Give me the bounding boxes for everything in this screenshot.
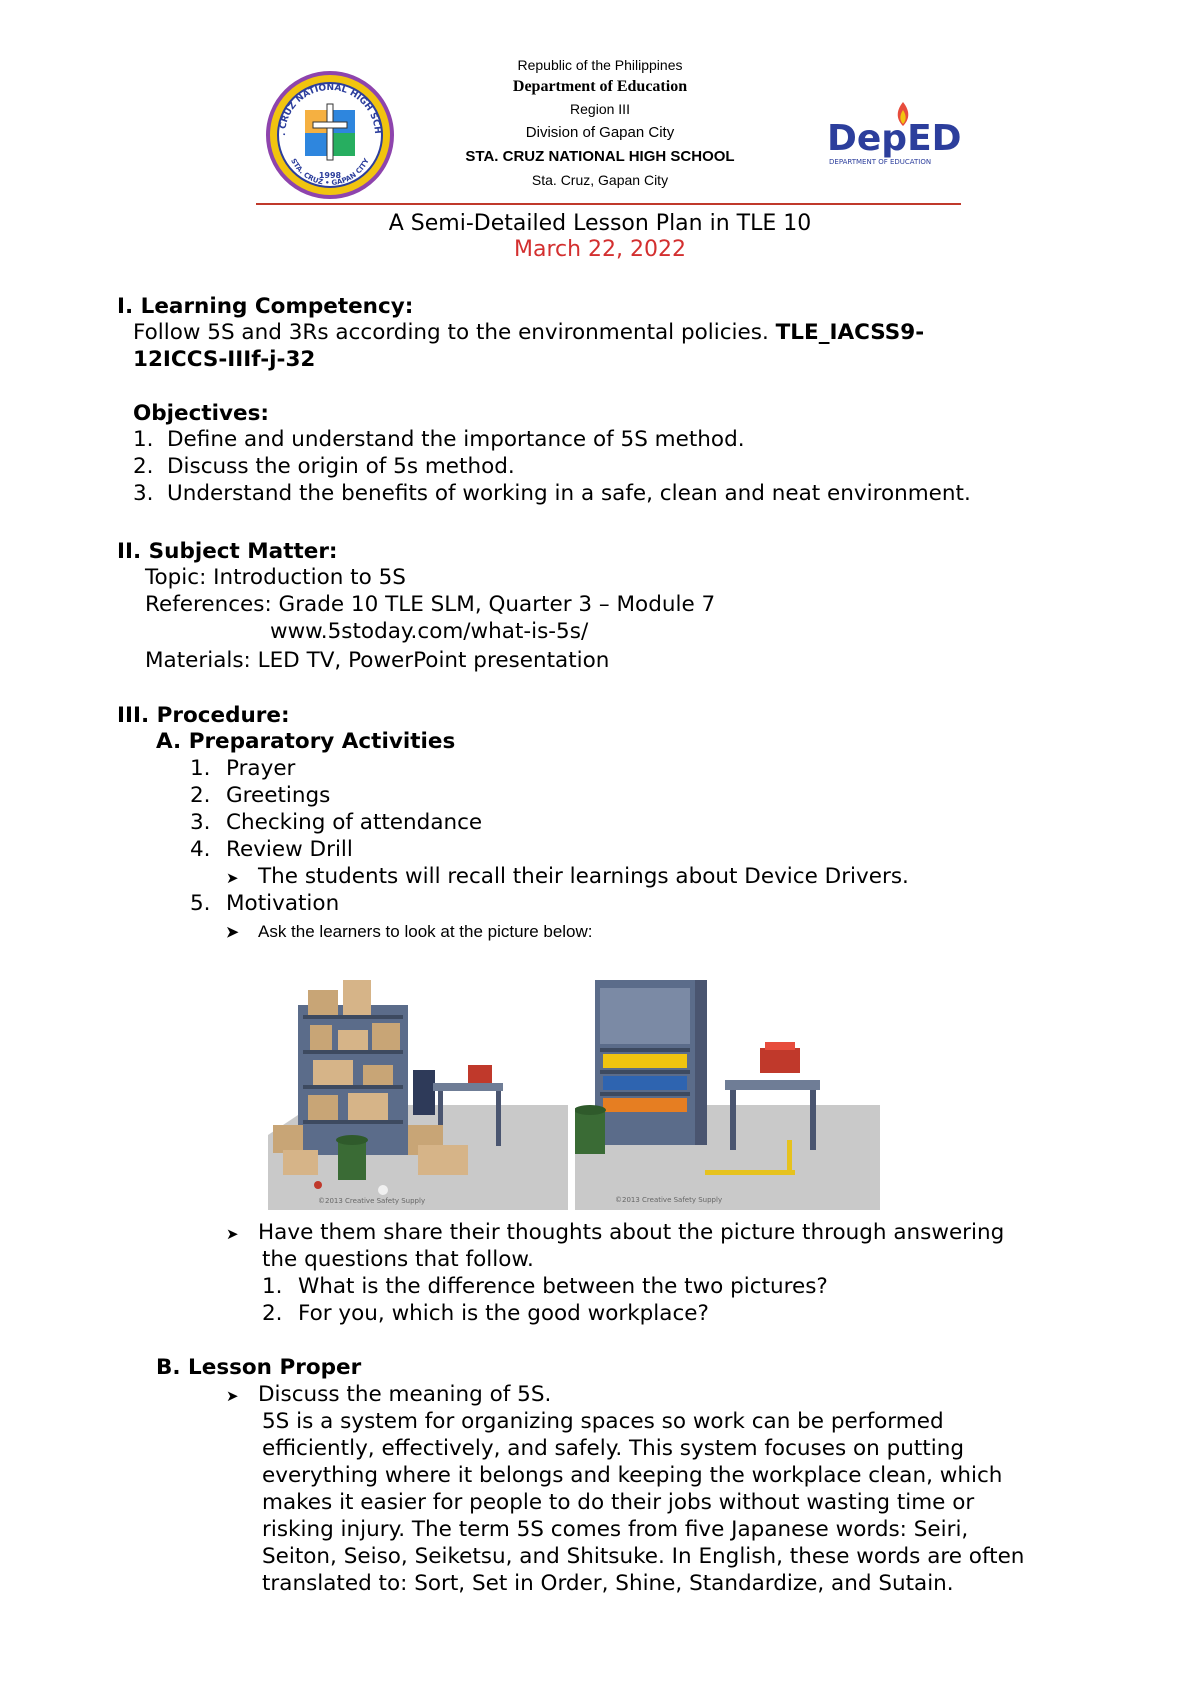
- arrow-bullet-icon: ➤: [226, 869, 239, 887]
- objective-text: Understand the benefits of working in a safe, clean and neat environment.: [167, 481, 971, 506]
- section-learning-competency-heading: I. Learning Competency:: [117, 294, 414, 319]
- section-procedure-heading: III. Procedure:: [117, 703, 290, 728]
- objective-number: 1.: [133, 427, 154, 452]
- header-department: Department of Education: [512, 78, 688, 95]
- item-text: Prayer: [226, 756, 296, 781]
- question-text: For you, which is the good workplace?: [298, 1301, 709, 1326]
- preparatory-item: [190, 755, 295, 782]
- image-credit-right: ©2013 Creative Safety Supply: [615, 1196, 723, 1204]
- question-item: [262, 1273, 828, 1300]
- subject-references: References: Grade 10 TLE SLM, Quarter 3 – Module 7: [145, 592, 716, 617]
- item-number: 2.: [190, 783, 211, 808]
- question-item: [262, 1300, 709, 1327]
- item-text: Greetings: [226, 783, 331, 808]
- question-number: 1.: [262, 1274, 283, 1299]
- lesson-proper-heading: B. Lesson Proper: [156, 1355, 362, 1380]
- share-thoughts-bullet: [226, 1219, 1004, 1248]
- lesson-paragraph-line: risking injury. The term 5S comes from five Japanese words: Seiri,: [262, 1517, 969, 1542]
- question-number: 2.: [262, 1301, 283, 1326]
- objective-text: Define and understand the importance of 5S method.: [167, 427, 745, 452]
- deped-logo-subtext: DEPARTMENT OF EDUCATION: [829, 158, 932, 166]
- deped-logo: [825, 100, 965, 170]
- item-number: 1.: [190, 756, 211, 781]
- item-text: Review Drill: [226, 837, 353, 862]
- objective-item: [133, 453, 515, 480]
- organized-workplace-image: [575, 970, 880, 1210]
- preparatory-activities-heading: A. Preparatory Activities: [156, 729, 456, 754]
- objective-number: 3.: [133, 481, 154, 506]
- objective-text: Discuss the origin of 5s method.: [167, 454, 515, 479]
- preparatory-item: [190, 782, 330, 809]
- section-subject-matter-heading: II. Subject Matter:: [117, 539, 338, 564]
- objective-item: [133, 426, 745, 453]
- image-credit-left: ©2013 Creative Safety Supply: [318, 1197, 426, 1205]
- share-thoughts-text-line1: Have them share their thoughts about the picture through answering: [258, 1220, 1005, 1245]
- messy-workplace-image: [268, 975, 568, 1210]
- header-region: Region III: [570, 101, 630, 117]
- item-number: 5.: [190, 891, 211, 916]
- seal-year: 1998: [318, 171, 342, 180]
- motivation-bullet: [226, 918, 593, 946]
- seal-location: STA. CRUZ • GAPAN CITY: [289, 157, 371, 188]
- review-drill-text: The students will recall their learnings about Device Drivers.: [258, 864, 909, 889]
- share-thoughts-text-line2: the questions that follow.: [262, 1247, 534, 1272]
- question-text: What is the difference between the two pictures?: [298, 1274, 828, 1299]
- lesson-date: March 22, 2022: [513, 237, 687, 262]
- preparatory-item: [190, 836, 353, 863]
- header-school-address: Sta. Cruz, Gapan City: [531, 172, 669, 188]
- lesson-paragraph-line: efficiently, effectively, and safely. This system focuses on putting: [262, 1436, 964, 1461]
- objective-number: 2.: [133, 454, 154, 479]
- arrow-bullet-icon: ➤: [226, 1225, 239, 1243]
- objectives-heading: Objectives:: [133, 401, 270, 426]
- competency-code-part2: 12ICCS-IIIf-j-32: [133, 347, 316, 372]
- review-drill-bullet: [226, 863, 909, 892]
- lesson-paragraph-line: Seiton, Seiso, Seiketsu, and Shitsuke. In English, these words are often: [262, 1544, 1025, 1569]
- lesson-title: A Semi-Detailed Lesson Plan in TLE 10: [388, 211, 812, 236]
- preparatory-item: [190, 809, 482, 836]
- item-number: 4.: [190, 837, 211, 862]
- arrow-bullet-icon: ➤: [226, 924, 239, 941]
- seal-text: . CRUZ NATIONAL HIGH SCH: [277, 82, 383, 137]
- discuss-5s-text: Discuss the meaning of 5S.: [258, 1382, 552, 1407]
- header-divider: [256, 203, 961, 205]
- subject-topic: Topic: Introduction to 5S: [145, 565, 406, 590]
- item-text: Checking of attendance: [226, 810, 483, 835]
- header-republic: Republic of the Philippines: [517, 57, 683, 73]
- deped-logo-text: DepED: [827, 118, 962, 159]
- item-text: Motivation: [226, 891, 340, 916]
- arrow-bullet-icon: ➤: [226, 1387, 239, 1405]
- subject-materials: Materials: LED TV, PowerPoint presentation: [145, 648, 610, 673]
- lesson-paragraph-line: translated to: Sort, Set in Order, Shine, Standardize, and Sutain.: [262, 1571, 954, 1596]
- header-school-name: STA. CRUZ NATIONAL HIGH SCHOOL: [465, 148, 735, 165]
- preparatory-item: [190, 890, 339, 917]
- discuss-5s-bullet: [226, 1381, 551, 1410]
- header-division: Division of Gapan City: [525, 124, 675, 141]
- competency-description: Follow 5S and 3Rs according to the environmental policies.: [133, 320, 769, 345]
- learning-competency-text: [133, 319, 924, 346]
- lesson-paragraph-line: everything where it belongs and keeping the workplace clean, which: [262, 1463, 1003, 1488]
- lesson-paragraph-line: makes it easier for people to do their jobs without wasting time or: [262, 1490, 975, 1515]
- lesson-paragraph-line: 5S is a system for organizing spaces so work can be performed: [262, 1409, 944, 1434]
- item-number: 3.: [190, 810, 211, 835]
- motivation-text: Ask the learners to look at the picture below:: [258, 922, 593, 941]
- subject-reference-url: www.5stoday.com/what-is-5s/: [270, 619, 589, 644]
- objective-item: [133, 480, 971, 507]
- competency-code-part1: TLE_IACSS9-: [775, 320, 925, 345]
